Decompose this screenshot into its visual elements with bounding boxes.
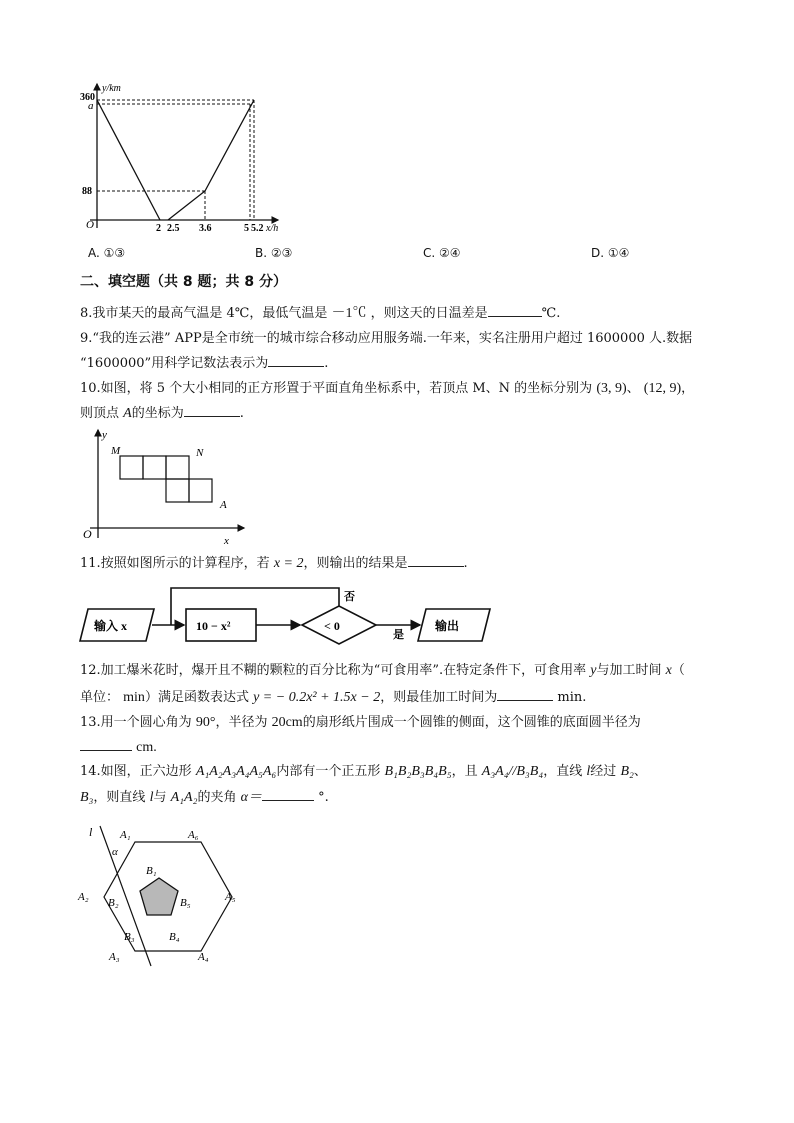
output-label: 输出 xyxy=(435,619,460,633)
cond-label: < 0 xyxy=(324,619,340,633)
question-12-line2: 单位： min）满足函数表达式 y = − 0.2x² + 1.5x − 2，则最佳加工时间为 min. xyxy=(80,690,587,705)
option-d[interactable]: D. ①④ xyxy=(591,246,630,260)
question-9-line1: 9.“我的连云港” APP是全市统一的城市综合移动应用服务端.一年来，实名注册用户超过 1600000 人.数据 xyxy=(80,331,693,346)
vertex-a: A xyxy=(220,499,227,511)
label-a2: A₂ xyxy=(78,891,89,903)
x-tick-2.5: 2.5 xyxy=(167,223,180,234)
label-a5: A₅ xyxy=(225,891,236,903)
question-14-line1: 14.如图，正六边形 A₁A₂A₃A₄A₅A₆内部有一个正五形 B₁B₂B₃B₄B₅，且 A₃A₄//B₃B₄，直线 l经过 B₂、 xyxy=(80,764,647,779)
label-b2: B₂ xyxy=(108,897,119,909)
label-a1: A₁ xyxy=(120,829,131,841)
question-10-line1: 10.如图，将 5 个大小相同的正方形置于平面直角坐标系中，若顶点 M、N 的坐标分别为 (3, 9)、 (12, 9)， xyxy=(80,381,695,396)
x-tick-5.2: 5.2 xyxy=(251,223,264,234)
y-tick-360: 360 xyxy=(80,92,95,103)
origin-label: O xyxy=(86,219,94,231)
label-b1: B₁ xyxy=(146,865,157,877)
answer-blank-9[interactable] xyxy=(268,354,324,367)
option-b[interactable]: B. ②③ xyxy=(255,246,293,260)
no-label: 否 xyxy=(344,591,355,603)
question-12-line1: 12.加工爆米花时，爆开且不糊的颗粒的百分比称为“可食用率”.在特定条件下，可食用率 y与加工时间 x（ xyxy=(80,663,685,678)
label-alpha: α xyxy=(112,846,118,858)
question-8: 8.我市某天的最高气温是 4℃，最低气温是 －1℃ ，则这天的日温差是 ℃. xyxy=(80,306,561,321)
question-13-line1: 13.用一个圆心角为 90°，半径为 20cm的扇形纸片围成一个圆锥的侧面，这个圆锥的底面圆半径为 xyxy=(80,715,641,730)
x-label: x xyxy=(224,535,229,547)
x-tick-2: 2 xyxy=(156,223,161,234)
vertex-m: M xyxy=(111,445,121,457)
question-11: 11.按照如图所示的计算程序，若 x = 2，则输出的结果是 . xyxy=(80,556,468,571)
question-14-line2: B₃，则直线 l与 A₁A₂的夹角 α＝ °. xyxy=(80,790,329,805)
line-a xyxy=(97,100,160,220)
option-c[interactable]: C. ②④ xyxy=(423,246,461,260)
answer-blank-10[interactable] xyxy=(184,404,240,417)
distance-time-graph xyxy=(80,78,290,238)
answer-blank-14[interactable] xyxy=(262,788,314,801)
label-b4: B₄ xyxy=(169,931,180,943)
line-b xyxy=(168,100,254,220)
calc-label: 10 − x² xyxy=(196,619,231,633)
answer-blank-11[interactable] xyxy=(408,554,464,567)
origin-label: O xyxy=(83,527,92,541)
x-tick-5: 5 xyxy=(244,223,249,234)
y-tick-a: a xyxy=(88,100,94,112)
input-label: 输入 x xyxy=(94,619,128,633)
yes-label: 是 xyxy=(393,629,404,641)
label-a3: A₃ xyxy=(109,951,120,963)
label-a4: A₄ xyxy=(198,951,209,963)
answer-blank-8[interactable] xyxy=(488,304,542,317)
label-l: l xyxy=(89,825,93,839)
question-9-line2: “1600000”用科学记数法表示为 . xyxy=(80,356,329,371)
answer-blank-13[interactable] xyxy=(80,738,132,751)
calculation-flowchart xyxy=(76,582,496,652)
x-tick-3.6: 3.6 xyxy=(199,223,212,234)
pentagon xyxy=(140,878,178,915)
question-13-line2: cm. xyxy=(80,738,157,757)
y-axis-label: y/km xyxy=(102,83,121,94)
squares-coordinate-figure xyxy=(78,424,250,548)
hexagon-pentagon-figure xyxy=(74,820,254,970)
option-a[interactable]: A. ①③ xyxy=(88,246,126,260)
vertex-n: N xyxy=(196,447,204,459)
section-title: 二、填空题（共 8 题；共 8 分） xyxy=(80,274,287,290)
answer-blank-12[interactable] xyxy=(497,688,553,701)
label-b5: B₅ xyxy=(180,897,191,909)
label-a6: A₆ xyxy=(188,829,199,841)
label-b3: B₃ xyxy=(124,931,135,943)
y-tick-88: 88 xyxy=(82,186,92,197)
x-axis-label: x/h xyxy=(266,223,279,234)
question-10-line2: 则顶点 A的坐标为 . xyxy=(80,406,244,421)
y-label: y xyxy=(102,429,107,441)
